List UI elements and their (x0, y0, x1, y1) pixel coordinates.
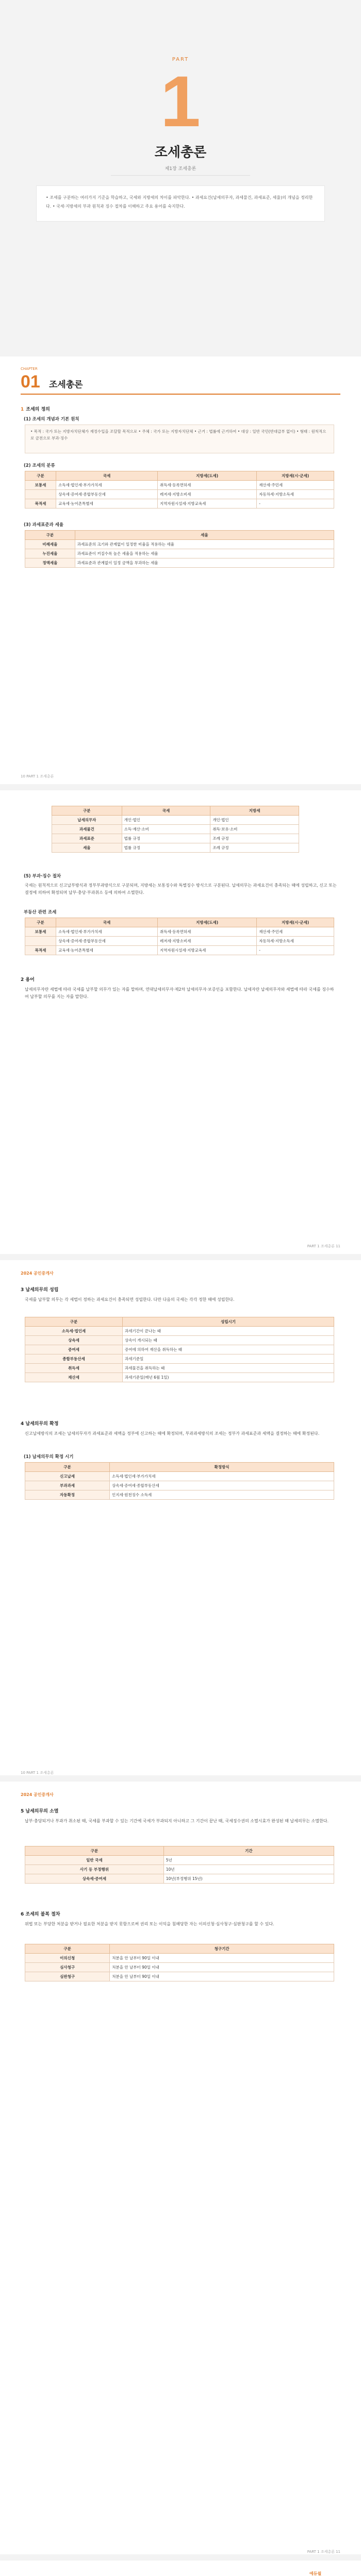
cover-part-number: 1 (160, 61, 201, 142)
period-header: 구분 (25, 1317, 123, 1327)
table-cell: 상속세 (25, 1336, 123, 1345)
definition-note: • 목적 : 국가 또는 지방자치단체가 재정수입을 조달할 목적으로 • 주체 : 국가 또는 지방자치단체 • 근거 : 법률에 근거하여 • 대상 : 일반 국민(반대급부 없이) • 형태 : 원칙적으로 금전으로 부과·징수 (25, 425, 334, 453)
confirmation-table (25, 1462, 334, 1500)
table-cell (25, 490, 56, 499)
table-cell: 지역자원시설세·지방교육세 (158, 499, 257, 509)
table-cell: 이의신청 (25, 1954, 110, 1963)
table-cell: 개인·법인 (210, 816, 299, 825)
table-cell: 재산세·주민세 (257, 481, 334, 490)
table-cell: 일반 국세 (25, 1856, 164, 1865)
table-cell: 5년 (163, 1856, 334, 1865)
table-cell: 정액세율 (25, 558, 75, 568)
table-row (25, 1963, 334, 1972)
table-cell: 교육세·농어촌특별세 (56, 499, 158, 509)
table-row (25, 1874, 334, 1884)
table-row (25, 1490, 334, 1500)
table-row (25, 558, 334, 568)
appeal-table (25, 1944, 334, 1981)
table-cell: 처분을 안 날부터 90일 이내 (110, 1954, 334, 1963)
page-2 (0, 790, 361, 1254)
table-cell: 개인·법인 (122, 816, 210, 825)
table-row (25, 1472, 334, 1481)
table-cell: 레저세·지방소비세 (158, 937, 257, 946)
table-cell: 상속세·증여세·종합부동산세 (110, 1481, 334, 1490)
subject-header: 국세 (122, 806, 210, 816)
table-cell: 취득·보유·소비 (210, 825, 299, 834)
classification-header: 지방세(시·군세) (257, 471, 334, 481)
table-cell: 상속이 개시되는 때 (123, 1336, 334, 1345)
cover-title: 조세총론 (154, 145, 207, 160)
table-row (25, 1345, 334, 1354)
liability-period-table (25, 1317, 334, 1382)
table-cell: 신고납세 (25, 1472, 110, 1481)
section-heading: 5 납세의무의 소멸 (21, 1809, 59, 1814)
table-row (25, 499, 334, 509)
table-row (25, 1354, 334, 1364)
page-3 (0, 1260, 361, 1775)
table-cell: 인지세·원천징수 소득세 (110, 1490, 334, 1500)
property-header: 지방세(도세) (158, 918, 257, 927)
table-cell: 과세기준일 (123, 1354, 334, 1364)
table-cell (25, 937, 56, 946)
rate-header: 세율 (75, 531, 334, 540)
table-cell: 레저세·지방소비세 (158, 490, 257, 499)
subject-header: 구분 (52, 806, 122, 816)
tax-rate-table (25, 530, 334, 568)
table-cell: 소득세·법인세 (25, 1327, 123, 1336)
page-gap (0, 2554, 361, 2561)
table-cell: 종합부동산세 (25, 1354, 123, 1364)
table-row (25, 1865, 334, 1874)
table-row (25, 1954, 334, 1963)
section-heading: 6 조세의 불복 절차 (21, 1912, 60, 1917)
section-heading: 2 용어 (21, 977, 35, 982)
table-cell: - (257, 499, 334, 509)
table-row (25, 927, 334, 937)
table-row (25, 1972, 334, 1981)
page-5 (0, 2561, 361, 2576)
table-cell: 10년 (163, 1865, 334, 1874)
table-cell: 납세의무자 (52, 816, 122, 825)
subsection-heading: 부동산 관련 조세 (24, 910, 57, 915)
table-cell: 취득세 (25, 1364, 123, 1373)
property-header: 지방세(시·군세) (257, 918, 334, 927)
tax-subject-table (52, 806, 299, 853)
table-row (25, 1327, 334, 1336)
appeal-header: 구분 (25, 1944, 110, 1954)
table-cell: 과세기준일(매년 6월 1일) (123, 1373, 334, 1382)
table-cell: 비례세율 (25, 540, 75, 549)
table-cell: 사기 등 부정행위 (25, 1865, 164, 1874)
property-header: 국세 (56, 918, 158, 927)
table-cell: 재산세·주민세 (257, 927, 334, 937)
table-cell: 증여에 의하여 재산을 취득하는 때 (123, 1345, 334, 1354)
table-row (52, 834, 299, 843)
body-paragraph: 납세의무자란 세법에 따라 국세를 납부할 의무가 있는 자를 말하며, 연대납세의무자·제2차 납세의무자·보증인을 포함한다. 납세자란 납세의무자와 세법에 따라 국세를 징수하여 납부할 의무를 지는 자를 말한다. (25, 987, 334, 999)
page-gap (0, 1254, 361, 1260)
body-paragraph: 납부·충당되거나 부과가 취소된 때, 국세를 부과할 수 있는 기간에 국세가 부과되지 아니하고 그 기간이 끝난 때, 국세징수권의 소멸시효가 완성된 때 납세의무는 소멸한다. (25, 1819, 329, 1823)
table-cell: 목적세 (25, 499, 56, 509)
table-cell: 자동확정 (25, 1490, 110, 1500)
table-cell: 심사청구 (25, 1963, 110, 1972)
section-heading: 3 납세의무의 성립 (21, 1287, 59, 1293)
classification-header: 구분 (25, 471, 56, 481)
table-row (25, 1373, 334, 1382)
page-number: 10 PART 1 조세총론 (21, 774, 54, 778)
table-row (25, 1364, 334, 1373)
table-row (25, 549, 334, 558)
page-tag: 2024 공인중개사 (21, 1792, 54, 1797)
table-cell: 취득세·등록면허세 (158, 927, 257, 937)
tax-classification-table (25, 471, 334, 509)
page-4 (0, 1782, 361, 2554)
body-paragraph: 신고납세방식의 조세는 납세의무자가 과세표준과 세액을 정부에 신고하는 때에 확정되며, 부과과세방식의 조세는 정부가 과세표준과 세액을 결정하는 때에 확정된다. (25, 1431, 320, 1436)
subsection-heading: (2) 조세의 분류 (24, 463, 55, 468)
table-cell: 법률 규정 (122, 834, 210, 843)
table-cell: 과세표준과 관계없이 일정 금액을 부과하는 세율 (75, 558, 334, 568)
extinct-header: 구분 (25, 1846, 164, 1856)
table-cell: 처분을 안 날부터 90일 이내 (110, 1972, 334, 1981)
table-cell: 상속세·증여세·종합부동산세 (56, 937, 158, 946)
property-header: 구분 (25, 918, 56, 927)
table-cell: 교육세·농어촌특별세 (56, 946, 158, 955)
table-cell: 누진세율 (25, 549, 75, 558)
subject-header: 지방세 (210, 806, 299, 816)
table-cell: 과세물건 (52, 825, 122, 834)
subsection-heading: (1) 납세의무의 확정 시기 (24, 1454, 74, 1460)
table-cell: 자동차세·지방소득세 (257, 490, 334, 499)
table-cell: 취득세·등록면허세 (158, 481, 257, 490)
period-header: 성립시기 (123, 1317, 334, 1327)
chapter-number: 01 (21, 372, 40, 392)
page-1 (0, 357, 361, 784)
table-cell: 10년(부정행위 15년) (163, 1874, 334, 1884)
table-cell: 세율 (52, 843, 122, 853)
subsection-heading: (1) 조세의 개념과 기본 원칙 (24, 417, 79, 422)
chapter-divider (21, 394, 340, 395)
confirm-header: 확정방식 (110, 1463, 334, 1472)
table-cell: 과세표준의 크기와 관계없이 일정한 비율을 적용하는 세율 (75, 540, 334, 549)
property-tax-table (25, 918, 334, 955)
table-row (25, 490, 334, 499)
cover-page (0, 0, 361, 350)
classification-header: 지방세(도세) (158, 471, 257, 481)
page-gap (0, 784, 361, 790)
confirm-header: 구분 (25, 1463, 110, 1472)
chapter-title: 조세총론 (49, 380, 83, 390)
table-row (25, 1481, 334, 1490)
table-row (25, 1856, 334, 1865)
page-number: 10 PART 1 조세총론 (21, 1771, 54, 1775)
page-number: PART 1 조세총론 11 (307, 2550, 340, 2554)
subsection-heading: (5) 부과·징수 절차 (24, 874, 61, 879)
table-cell: 소득세·법인세·부가가치세 (56, 927, 158, 937)
rate-header: 구분 (25, 531, 75, 540)
publisher-logo: 에듀윌 (309, 2571, 322, 2576)
table-cell: 재산세 (25, 1373, 123, 1382)
table-cell: 과세물건을 취득하는 때 (123, 1364, 334, 1373)
table-cell: 보통세 (25, 927, 56, 937)
table-cell: 과세기간이 끝나는 때 (123, 1327, 334, 1336)
table-cell: 과세표준이 커질수록 높은 세율을 적용하는 세율 (75, 549, 334, 558)
table-cell: 상속세·증여세·종합부동산세 (56, 490, 158, 499)
table-cell: 조례 규정 (210, 843, 299, 853)
extinct-header: 기간 (163, 1846, 334, 1856)
table-row (52, 843, 299, 853)
table-row (25, 540, 334, 549)
table-cell: 보통세 (25, 481, 56, 490)
table-row (25, 481, 334, 490)
cover-part-label: PART (172, 57, 189, 62)
page-tag: 2024 공인중개사 (21, 1271, 54, 1276)
table-cell: - (257, 946, 334, 955)
page-gap (0, 1775, 361, 1782)
table-row (25, 946, 334, 955)
table-cell: 조례 규정 (210, 834, 299, 843)
table-cell: 목적세 (25, 946, 56, 955)
table-cell: 지역자원시설세·지방교육세 (158, 946, 257, 955)
table-cell: 과세표준 (52, 834, 122, 843)
table-row (25, 1336, 334, 1345)
cover-summary-box: • 조세를 구분하는 여러가지 기준을 학습하고, 국세와 지방세의 차이를 파악한다. • 과세요건(납세의무자, 과세물건, 과세표준, 세율)의 개념을 정리한다. • 국세·지방세의 부과 원칙과 징수 절차를 이해하고 주요 용어를 숙지한다. (36, 185, 325, 222)
table-cell: 심판청구 (25, 1972, 110, 1981)
table-row (52, 816, 299, 825)
table-cell: 처분을 안 날부터 90일 이내 (110, 1963, 334, 1972)
table-cell: 소득세·법인세·부가가치세 (110, 1472, 334, 1481)
section-heading: 1 조세의 정의 (21, 407, 50, 412)
table-cell: 상속세·증여세 (25, 1874, 164, 1884)
table-row (52, 825, 299, 834)
table-cell: 소득·재산·소비 (122, 825, 210, 834)
table-cell: 증여세 (25, 1345, 123, 1354)
table-cell: 법률 규정 (122, 843, 210, 853)
page-number: PART 1 조세총론 11 (307, 1244, 340, 1248)
chapter-tag: CHAPTER (21, 367, 38, 371)
table-cell: 부과과세 (25, 1481, 110, 1490)
page-gap (0, 350, 361, 357)
cover-subtitle: 제1장 조세총론 (165, 166, 196, 172)
appeal-header: 청구기간 (110, 1944, 334, 1954)
section-heading: 4 납세의무의 확정 (21, 1421, 59, 1427)
cover-divider (111, 175, 250, 176)
table-cell: 자동차세·지방소득세 (257, 937, 334, 946)
table-row (25, 937, 334, 946)
body-paragraph: 국세는 원칙적으로 신고납부방식과 정부부과방식으로 구분되며, 지방세는 보통징수와 특별징수 방식으로 구분된다. 납세의무는 과세요건이 충족되는 때에 성립하고, 신고 또는 결정에 의하여 확정되며 납부·충당·부과취소 등에 의하여 소멸한다. (25, 883, 337, 895)
classification-header: 국세 (56, 471, 158, 481)
table-cell: 소득세·법인세·부가가치세 (56, 481, 158, 490)
extinction-table (25, 1846, 334, 1884)
subsection-heading: (3) 과세표준과 세율 (24, 522, 64, 528)
body-paragraph: 국세를 납부할 의무는 각 세법이 정하는 과세요건이 충족되면 성립한다. 다만 다음의 국세는 각각 정한 때에 성립한다. (25, 1297, 235, 1302)
body-paragraph: 위법 또는 부당한 처분을 받거나 필요한 처분을 받지 못함으로써 권리 또는 이익을 침해당한 자는 이의신청·심사청구·심판청구를 할 수 있다. (25, 1922, 274, 1926)
